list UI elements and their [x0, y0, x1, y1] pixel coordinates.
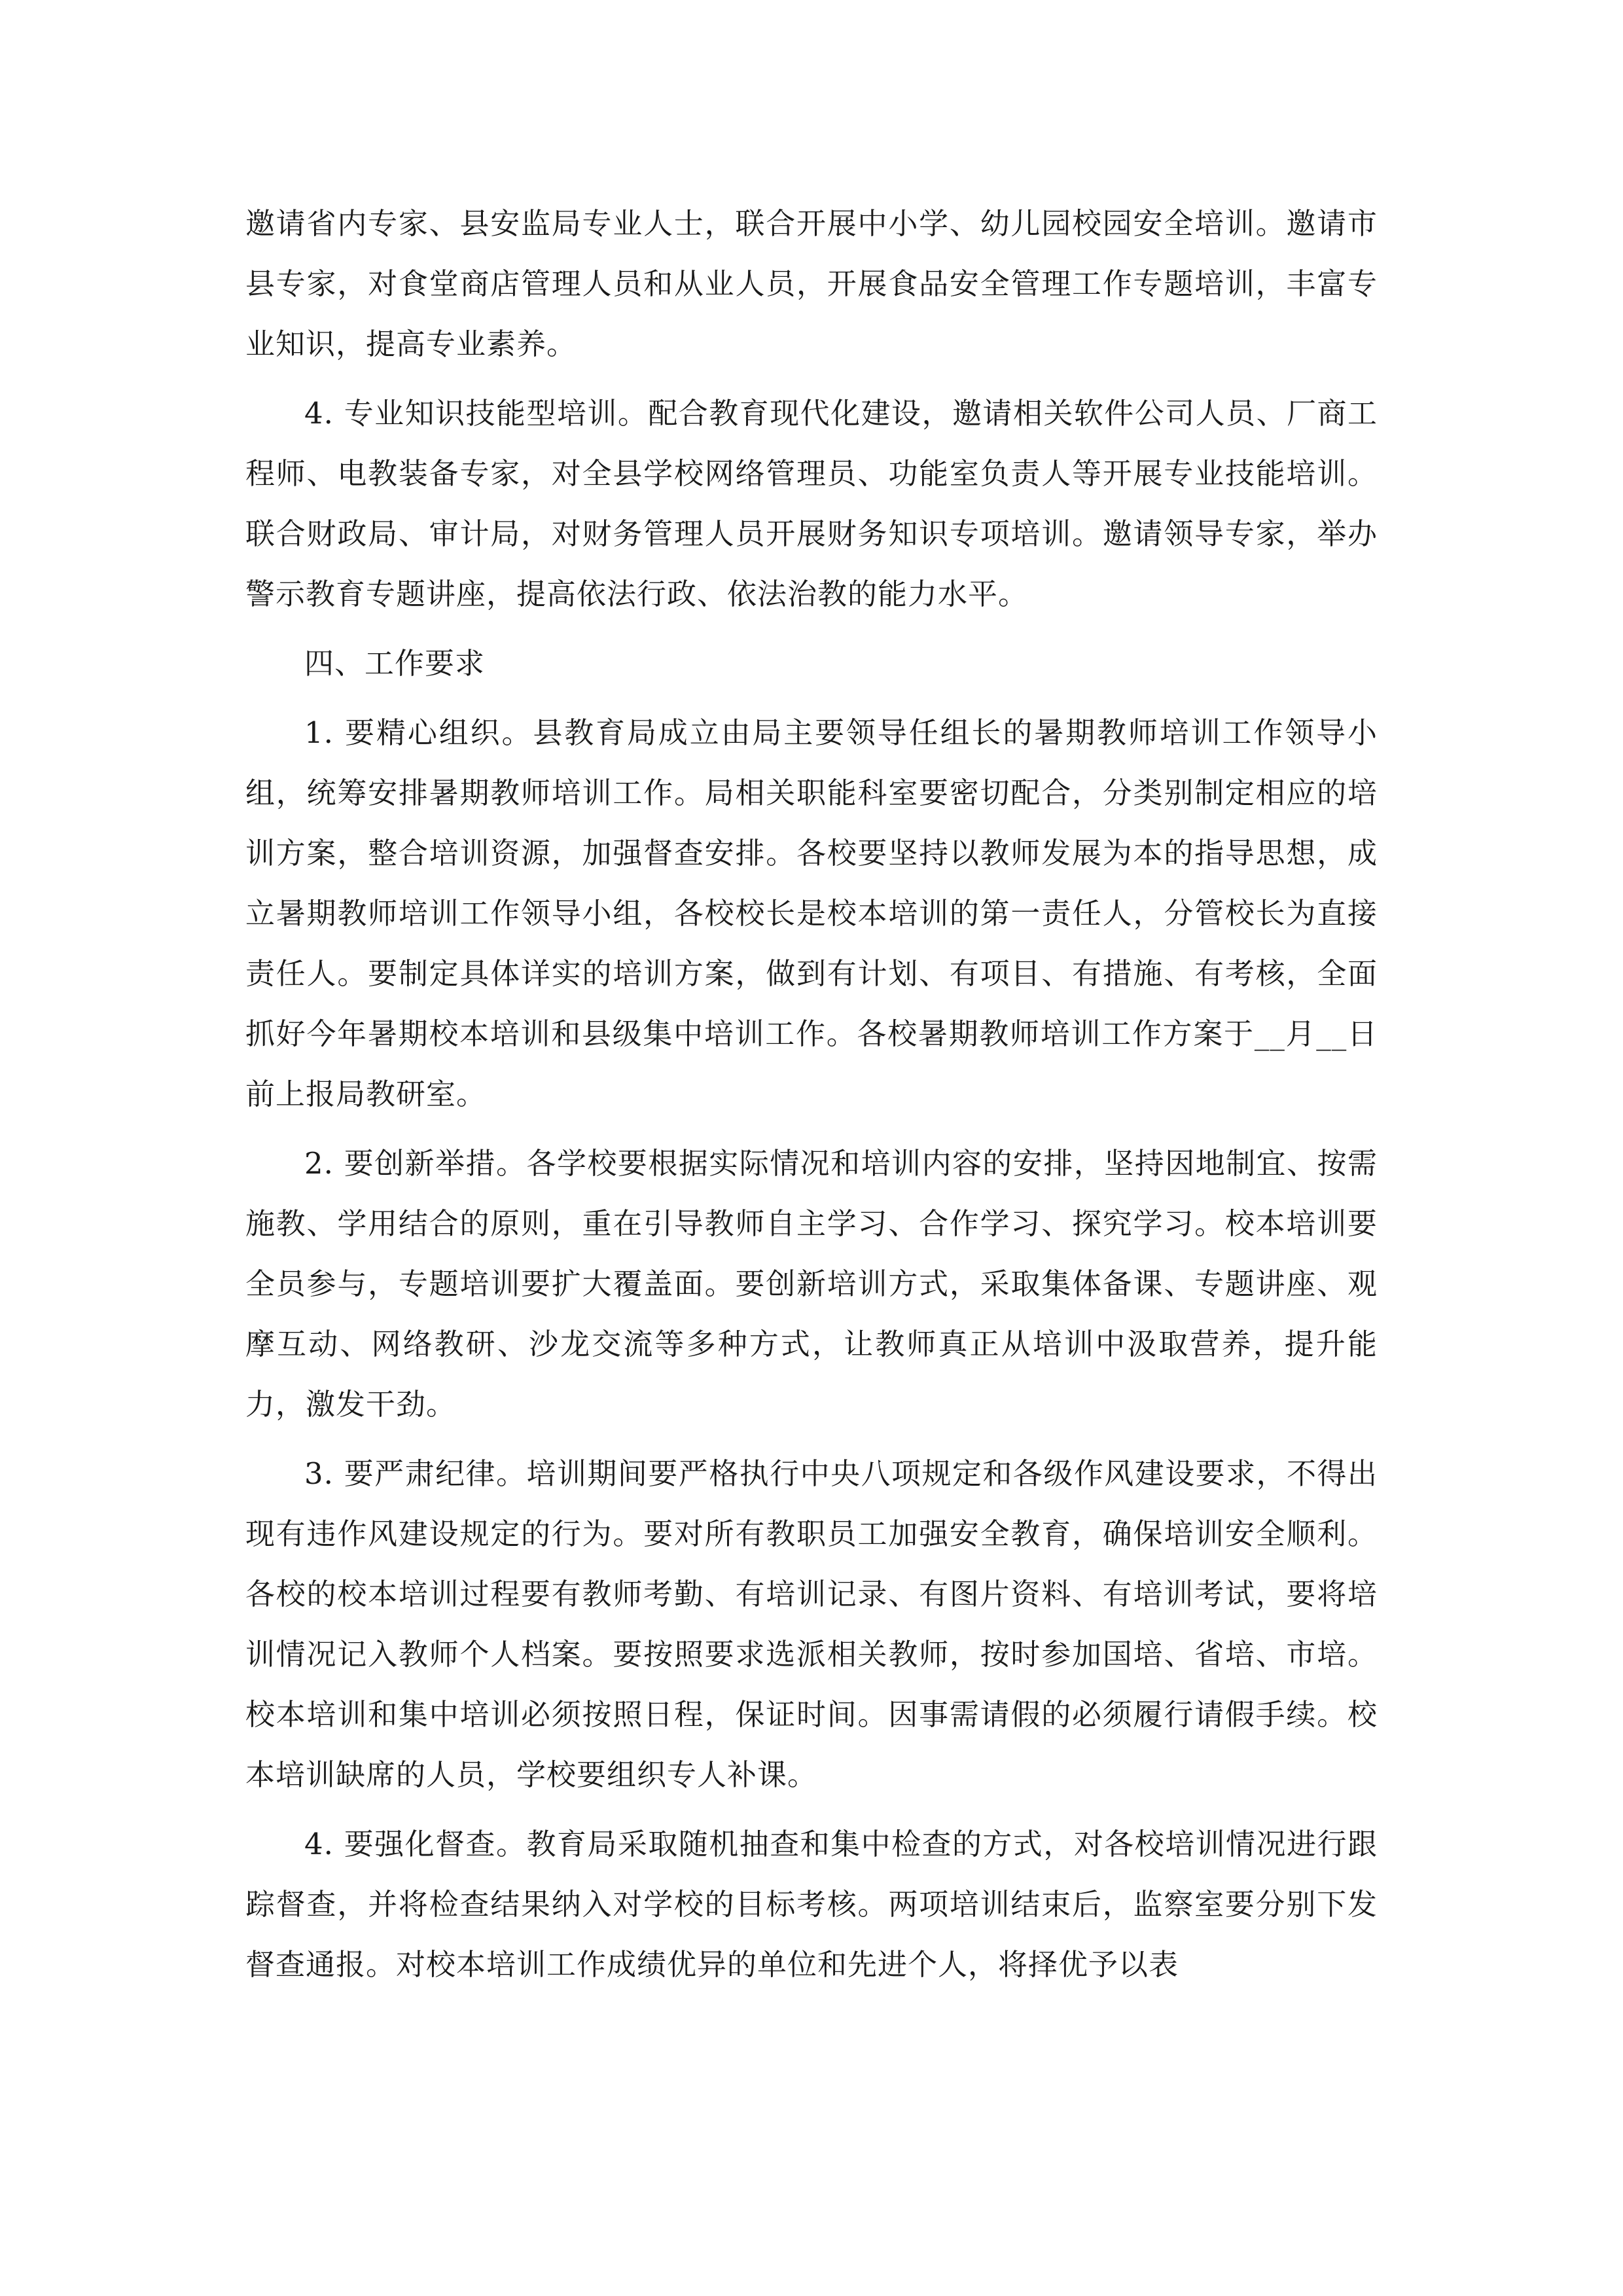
paragraph-professional-skills-training: 4. 专业知识技能型培训。配合教育现代化建设，邀请相关软件公司人员、厂商工程师、电教装备专家，对全县学校网络管理员、功能室负责人等开展专业技能培训。联合财政局、审计局，对财务管理人员开展财务知识专项培训。邀请领导专家，举办警示教育专题讲座，提高依法行政、依法治教的能力水平。 — [245, 396, 1378, 611]
paragraph-careful-organization: 1. 要精心组织。县教育局成立由局主要领导任组长的暑期教师培训工作领导小组，统筹安排暑期教师培训工作。局相关职能科室要密切配合，分类别制定相应的培训方案，整合培训资源，加强督查安排。各校要坚持以教师发展为本的指导思想，成立暑期教师培训工作领导小组，各校校长是校本培训的第一责任人，分管校长为直接责任人。要制定具体详实的培训方案，做到有计划、有项目、有措施、有考核，全面抓好今年暑期校本培训和县级集中培训工作。各校暑期教师培训工作方案于__月__日前上报局教研室。 — [245, 715, 1378, 1111]
section-heading-work-requirements: 四、工作要求 — [304, 646, 486, 681]
paragraph-campus-safety-training: 邀请省内专家、县安监局专业人士，联合开展中小学、幼儿园校园安全培训。邀请市县专家，对食堂商店管理人员和从业人员，开展食品安全管理工作专题培训，丰富专业知识，提高专业素养。 — [245, 206, 1378, 361]
paragraph-innovative-measures: 2. 要创新举措。各学校要根据实际情况和培训内容的安排，坚持因地制宜、按需施教、学用结合的原则，重在引导教师自主学习、合作学习、探究学习。校本培训要全员参与，专题培训要扩大覆盖面。要创新培训方式，采取集体备课、专题讲座、观摩互动、网络教研、沙龙交流等多种方式，让教师真正从培训中汲取营养，提升能力，激发干劲。 — [245, 1146, 1378, 1422]
paragraph-strict-discipline: 3. 要严肃纪律。培训期间要严格执行中央八项规定和各级作风建设要求，不得出现有违作风建设规定的行为。要对所有教职员工加强安全教育，确保培训安全顺利。各校的校本培训过程要有教师考勤、有培训记录、有图片资料、有培训考试，要将培训情况记入教师个人档案。要按照要求选派相关教师，按时参加国培、省培、市培。校本培训和集中培训必须按照日程，保证时间。因事需请假的必须履行请假手续。校本培训缺席的人员，学校要组织专人补课。 — [245, 1456, 1378, 1792]
document-body — [245, 194, 1378, 1995]
paragraph-strengthen-supervision: 4. 要强化督查。教育局采取随机抽查和集中检查的方式，对各校培训情况进行跟踪督查，并将检查结果纳入对学校的目标考核。两项培训结束后，监察室要分别下发督查通报。对校本培训工作成绩优异的单位和先进个人，将择优予以表 — [245, 1827, 1378, 1982]
